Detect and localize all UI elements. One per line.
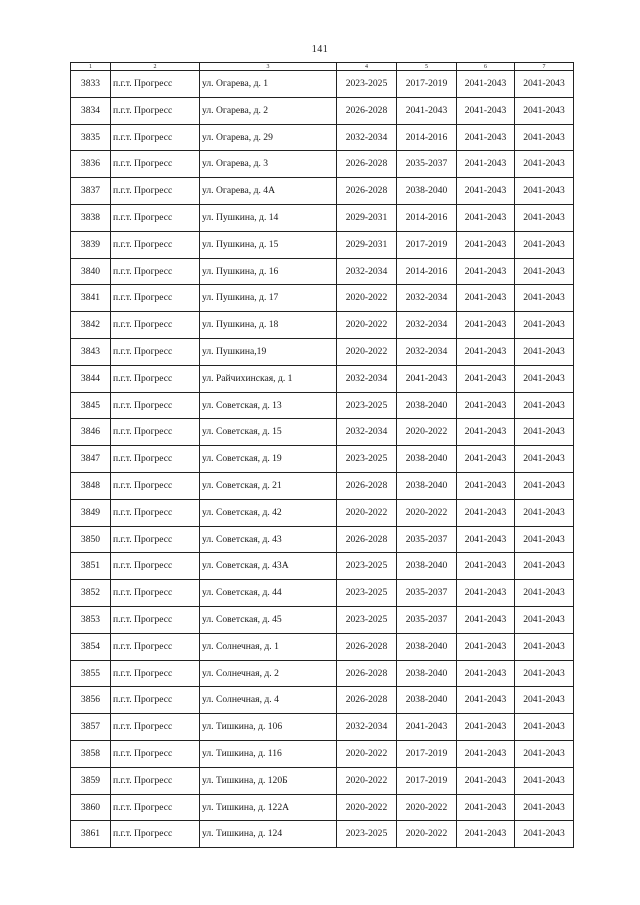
settlement-cell: п.г.т. Прогресс [111, 767, 200, 794]
period-col4-cell: 2032-2034 [337, 714, 397, 741]
column-number: 3 [200, 63, 337, 71]
table-row [71, 446, 574, 473]
period-col7-cell: 2041-2043 [515, 419, 574, 446]
period-col5-cell: 2017-2019 [397, 231, 457, 258]
period-col5-cell: 2041-2043 [397, 714, 457, 741]
table-row [71, 151, 574, 178]
period-col4-cell: 2020-2022 [337, 338, 397, 365]
period-col7-cell: 2041-2043 [515, 472, 574, 499]
settlement-cell: п.г.т. Прогресс [111, 714, 200, 741]
period-col6-cell: 2041-2043 [457, 580, 515, 607]
row-number-cell: 3848 [71, 472, 111, 499]
settlement-cell: п.г.т. Прогресс [111, 419, 200, 446]
period-col7-cell: 2041-2043 [515, 687, 574, 714]
table-row [71, 606, 574, 633]
period-col6-cell: 2041-2043 [457, 660, 515, 687]
period-col4-cell: 2020-2022 [337, 740, 397, 767]
table-row [71, 472, 574, 499]
period-col7-cell: 2041-2043 [515, 660, 574, 687]
settlement-cell: п.г.т. Прогресс [111, 338, 200, 365]
period-col5-cell: 2035-2037 [397, 580, 457, 607]
period-col6-cell: 2041-2043 [457, 446, 515, 473]
address-cell: ул. Огарева, д. 1 [200, 71, 337, 98]
table-row [71, 204, 574, 231]
settlement-cell: п.г.т. Прогресс [111, 392, 200, 419]
settlement-cell: п.г.т. Прогресс [111, 606, 200, 633]
settlement-cell: п.г.т. Прогресс [111, 124, 200, 151]
row-number-cell: 3844 [71, 365, 111, 392]
settlement-cell: п.г.т. Прогресс [111, 71, 200, 98]
period-col4-cell: 2026-2028 [337, 151, 397, 178]
row-number-cell: 3840 [71, 258, 111, 285]
period-col7-cell: 2041-2043 [515, 71, 574, 98]
period-col5-cell: 2032-2034 [397, 312, 457, 339]
housing-register-table [70, 62, 574, 848]
period-col7-cell: 2041-2043 [515, 231, 574, 258]
table-row [71, 499, 574, 526]
period-col4-cell: 2023-2025 [337, 580, 397, 607]
table-row [71, 71, 574, 98]
period-col4-cell: 2026-2028 [337, 178, 397, 205]
address-cell: ул. Советская, д. 21 [200, 472, 337, 499]
table-row [71, 767, 574, 794]
period-col6-cell: 2041-2043 [457, 419, 515, 446]
settlement-cell: п.г.т. Прогресс [111, 178, 200, 205]
settlement-cell: п.г.т. Прогресс [111, 526, 200, 553]
table-row [71, 580, 574, 607]
row-number-cell: 3838 [71, 204, 111, 231]
period-col7-cell: 2041-2043 [515, 580, 574, 607]
row-number-cell: 3835 [71, 124, 111, 151]
period-col6-cell: 2041-2043 [457, 499, 515, 526]
settlement-cell: п.г.т. Прогресс [111, 553, 200, 580]
row-number-cell: 3861 [71, 821, 111, 848]
address-cell: ул. Советская, д. 43 [200, 526, 337, 553]
period-col4-cell: 2020-2022 [337, 285, 397, 312]
column-number-row [71, 63, 574, 71]
period-col4-cell: 2026-2028 [337, 660, 397, 687]
period-col7-cell: 2041-2043 [515, 365, 574, 392]
period-col5-cell: 2038-2040 [397, 553, 457, 580]
period-col6-cell: 2041-2043 [457, 312, 515, 339]
row-number-cell: 3841 [71, 285, 111, 312]
period-col4-cell: 2032-2034 [337, 365, 397, 392]
settlement-cell: п.г.т. Прогресс [111, 580, 200, 607]
address-cell: ул. Пушкина, д. 17 [200, 285, 337, 312]
address-cell: ул. Тишкина, д. 122А [200, 794, 337, 821]
period-col5-cell: 2041-2043 [397, 365, 457, 392]
settlement-cell: п.г.т. Прогресс [111, 204, 200, 231]
settlement-cell: п.г.т. Прогресс [111, 365, 200, 392]
table-row [71, 124, 574, 151]
period-col6-cell: 2041-2043 [457, 178, 515, 205]
period-col6-cell: 2041-2043 [457, 821, 515, 848]
address-cell: ул. Пушкина, д. 14 [200, 204, 337, 231]
period-col4-cell: 2020-2022 [337, 312, 397, 339]
address-cell: ул. Тишкина, д. 116 [200, 740, 337, 767]
row-number-cell: 3852 [71, 580, 111, 607]
period-col4-cell: 2023-2025 [337, 392, 397, 419]
period-col5-cell: 2017-2019 [397, 767, 457, 794]
row-number-cell: 3855 [71, 660, 111, 687]
period-col5-cell: 2020-2022 [397, 821, 457, 848]
table-row [71, 365, 574, 392]
period-col6-cell: 2041-2043 [457, 151, 515, 178]
row-number-cell: 3858 [71, 740, 111, 767]
period-col4-cell: 2026-2028 [337, 687, 397, 714]
table-row [71, 258, 574, 285]
period-col4-cell: 2020-2022 [337, 794, 397, 821]
table-body [71, 63, 574, 848]
table-row [71, 526, 574, 553]
address-cell: ул. Солнечная, д. 4 [200, 687, 337, 714]
period-col7-cell: 2041-2043 [515, 392, 574, 419]
settlement-cell: п.г.т. Прогресс [111, 97, 200, 124]
period-col6-cell: 2041-2043 [457, 71, 515, 98]
period-col6-cell: 2041-2043 [457, 687, 515, 714]
settlement-cell: п.г.т. Прогресс [111, 446, 200, 473]
row-number-cell: 3845 [71, 392, 111, 419]
period-col4-cell: 2026-2028 [337, 97, 397, 124]
table-row [71, 231, 574, 258]
settlement-cell: п.г.т. Прогресс [111, 821, 200, 848]
period-col4-cell: 2029-2031 [337, 231, 397, 258]
row-number-cell: 3850 [71, 526, 111, 553]
address-cell: ул. Советская, д. 15 [200, 419, 337, 446]
period-col5-cell: 2014-2016 [397, 124, 457, 151]
period-col5-cell: 2017-2019 [397, 740, 457, 767]
period-col7-cell: 2041-2043 [515, 446, 574, 473]
period-col6-cell: 2041-2043 [457, 633, 515, 660]
period-col4-cell: 2032-2034 [337, 419, 397, 446]
row-number-cell: 3834 [71, 97, 111, 124]
table-row [71, 714, 574, 741]
period-col6-cell: 2041-2043 [457, 365, 515, 392]
table-row [71, 312, 574, 339]
period-col6-cell: 2041-2043 [457, 553, 515, 580]
column-number: 6 [457, 63, 515, 71]
period-col4-cell: 2026-2028 [337, 633, 397, 660]
address-cell: ул. Советская, д. 42 [200, 499, 337, 526]
row-number-cell: 3854 [71, 633, 111, 660]
period-col5-cell: 2041-2043 [397, 97, 457, 124]
address-cell: ул. Пушкина,19 [200, 338, 337, 365]
period-col6-cell: 2041-2043 [457, 606, 515, 633]
period-col5-cell: 2020-2022 [397, 499, 457, 526]
settlement-cell: п.г.т. Прогресс [111, 472, 200, 499]
table-row [71, 633, 574, 660]
address-cell: ул. Пушкина, д. 18 [200, 312, 337, 339]
period-col4-cell: 2029-2031 [337, 204, 397, 231]
row-number-cell: 3842 [71, 312, 111, 339]
period-col5-cell: 2038-2040 [397, 472, 457, 499]
address-cell: ул. Тишкина, д. 124 [200, 821, 337, 848]
period-col5-cell: 2032-2034 [397, 338, 457, 365]
address-cell: ул. Советская, д. 44 [200, 580, 337, 607]
column-number: 7 [515, 63, 574, 71]
period-col6-cell: 2041-2043 [457, 794, 515, 821]
table-row [71, 740, 574, 767]
period-col4-cell: 2023-2025 [337, 446, 397, 473]
row-number-cell: 3843 [71, 338, 111, 365]
table-row [71, 794, 574, 821]
period-col7-cell: 2041-2043 [515, 124, 574, 151]
period-col4-cell: 2023-2025 [337, 553, 397, 580]
column-number: 2 [111, 63, 200, 71]
period-col5-cell: 2038-2040 [397, 392, 457, 419]
period-col6-cell: 2041-2043 [457, 258, 515, 285]
table-row [71, 419, 574, 446]
period-col7-cell: 2041-2043 [515, 633, 574, 660]
period-col7-cell: 2041-2043 [515, 606, 574, 633]
row-number-cell: 3847 [71, 446, 111, 473]
settlement-cell: п.г.т. Прогресс [111, 231, 200, 258]
period-col4-cell: 2020-2022 [337, 767, 397, 794]
settlement-cell: п.г.т. Прогресс [111, 499, 200, 526]
settlement-cell: п.г.т. Прогресс [111, 794, 200, 821]
address-cell: ул. Огарева, д. 2 [200, 97, 337, 124]
settlement-cell: п.г.т. Прогресс [111, 258, 200, 285]
period-col7-cell: 2041-2043 [515, 553, 574, 580]
table-row [71, 338, 574, 365]
row-number-cell: 3853 [71, 606, 111, 633]
period-col7-cell: 2041-2043 [515, 526, 574, 553]
period-col7-cell: 2041-2043 [515, 178, 574, 205]
address-cell: ул. Тишкина, д. 120Б [200, 767, 337, 794]
address-cell: ул. Солнечная, д. 1 [200, 633, 337, 660]
period-col6-cell: 2041-2043 [457, 740, 515, 767]
period-col5-cell: 2038-2040 [397, 178, 457, 205]
settlement-cell: п.г.т. Прогресс [111, 151, 200, 178]
page-number: 141 [311, 44, 329, 55]
period-col7-cell: 2041-2043 [515, 740, 574, 767]
period-col5-cell: 2038-2040 [397, 660, 457, 687]
table-row [71, 97, 574, 124]
period-col5-cell: 2038-2040 [397, 687, 457, 714]
address-cell: ул. Огарева, д. 4А [200, 178, 337, 205]
settlement-cell: п.г.т. Прогресс [111, 633, 200, 660]
period-col5-cell: 2020-2022 [397, 794, 457, 821]
table-row [71, 392, 574, 419]
period-col7-cell: 2041-2043 [515, 204, 574, 231]
period-col5-cell: 2035-2037 [397, 151, 457, 178]
period-col6-cell: 2041-2043 [457, 392, 515, 419]
period-col5-cell: 2038-2040 [397, 446, 457, 473]
period-col7-cell: 2041-2043 [515, 499, 574, 526]
row-number-cell: 3856 [71, 687, 111, 714]
address-cell: ул. Райчихинская, д. 1 [200, 365, 337, 392]
row-number-cell: 3836 [71, 151, 111, 178]
table-row [71, 553, 574, 580]
address-cell: ул. Советская, д. 45 [200, 606, 337, 633]
period-col5-cell: 2038-2040 [397, 633, 457, 660]
table-row [71, 821, 574, 848]
column-number: 4 [337, 63, 397, 71]
row-number-cell: 3849 [71, 499, 111, 526]
row-number-cell: 3859 [71, 767, 111, 794]
address-cell: ул. Советская, д. 13 [200, 392, 337, 419]
row-number-cell: 3860 [71, 794, 111, 821]
period-col5-cell: 2014-2016 [397, 258, 457, 285]
period-col4-cell: 2020-2022 [337, 499, 397, 526]
period-col6-cell: 2041-2043 [457, 338, 515, 365]
row-number-cell: 3846 [71, 419, 111, 446]
row-number-cell: 3837 [71, 178, 111, 205]
period-col4-cell: 2023-2025 [337, 821, 397, 848]
table-row [71, 660, 574, 687]
settlement-cell: п.г.т. Прогресс [111, 312, 200, 339]
address-cell: ул. Советская, д. 43А [200, 553, 337, 580]
period-col6-cell: 2041-2043 [457, 285, 515, 312]
period-col5-cell: 2035-2037 [397, 606, 457, 633]
address-cell: ул. Пушкина, д. 15 [200, 231, 337, 258]
settlement-cell: п.г.т. Прогресс [111, 660, 200, 687]
address-cell: ул. Тишкина, д. 106 [200, 714, 337, 741]
settlement-cell: п.г.т. Прогресс [111, 740, 200, 767]
period-col4-cell: 2026-2028 [337, 526, 397, 553]
address-cell: ул. Огарева, д. 3 [200, 151, 337, 178]
period-col7-cell: 2041-2043 [515, 714, 574, 741]
table-row [71, 178, 574, 205]
table-row [71, 687, 574, 714]
address-cell: ул. Огарева, д. 29 [200, 124, 337, 151]
row-number-cell: 3857 [71, 714, 111, 741]
column-number: 5 [397, 63, 457, 71]
period-col6-cell: 2041-2043 [457, 526, 515, 553]
period-col4-cell: 2023-2025 [337, 71, 397, 98]
period-col6-cell: 2041-2043 [457, 97, 515, 124]
period-col7-cell: 2041-2043 [515, 312, 574, 339]
period-col7-cell: 2041-2043 [515, 97, 574, 124]
table-row [71, 285, 574, 312]
period-col7-cell: 2041-2043 [515, 794, 574, 821]
address-cell: ул. Советская, д. 19 [200, 446, 337, 473]
period-col4-cell: 2023-2025 [337, 606, 397, 633]
period-col4-cell: 2032-2034 [337, 124, 397, 151]
period-col5-cell: 2014-2016 [397, 204, 457, 231]
address-cell: ул. Солнечная, д. 2 [200, 660, 337, 687]
row-number-cell: 3851 [71, 553, 111, 580]
period-col7-cell: 2041-2043 [515, 338, 574, 365]
period-col5-cell: 2017-2019 [397, 71, 457, 98]
period-col7-cell: 2041-2043 [515, 258, 574, 285]
period-col6-cell: 2041-2043 [457, 472, 515, 499]
address-cell: ул. Пушкина, д. 16 [200, 258, 337, 285]
period-col5-cell: 2035-2037 [397, 526, 457, 553]
period-col6-cell: 2041-2043 [457, 767, 515, 794]
settlement-cell: п.г.т. Прогресс [111, 285, 200, 312]
row-number-cell: 3839 [71, 231, 111, 258]
period-col4-cell: 2026-2028 [337, 472, 397, 499]
period-col6-cell: 2041-2043 [457, 714, 515, 741]
period-col4-cell: 2032-2034 [337, 258, 397, 285]
settlement-cell: п.г.т. Прогресс [111, 687, 200, 714]
period-col7-cell: 2041-2043 [515, 285, 574, 312]
period-col5-cell: 2032-2034 [397, 285, 457, 312]
period-col7-cell: 2041-2043 [515, 767, 574, 794]
period-col6-cell: 2041-2043 [457, 204, 515, 231]
period-col5-cell: 2020-2022 [397, 419, 457, 446]
row-number-cell: 3833 [71, 71, 111, 98]
period-col6-cell: 2041-2043 [457, 231, 515, 258]
column-number: 1 [71, 63, 111, 71]
period-col7-cell: 2041-2043 [515, 821, 574, 848]
period-col6-cell: 2041-2043 [457, 124, 515, 151]
period-col7-cell: 2041-2043 [515, 151, 574, 178]
